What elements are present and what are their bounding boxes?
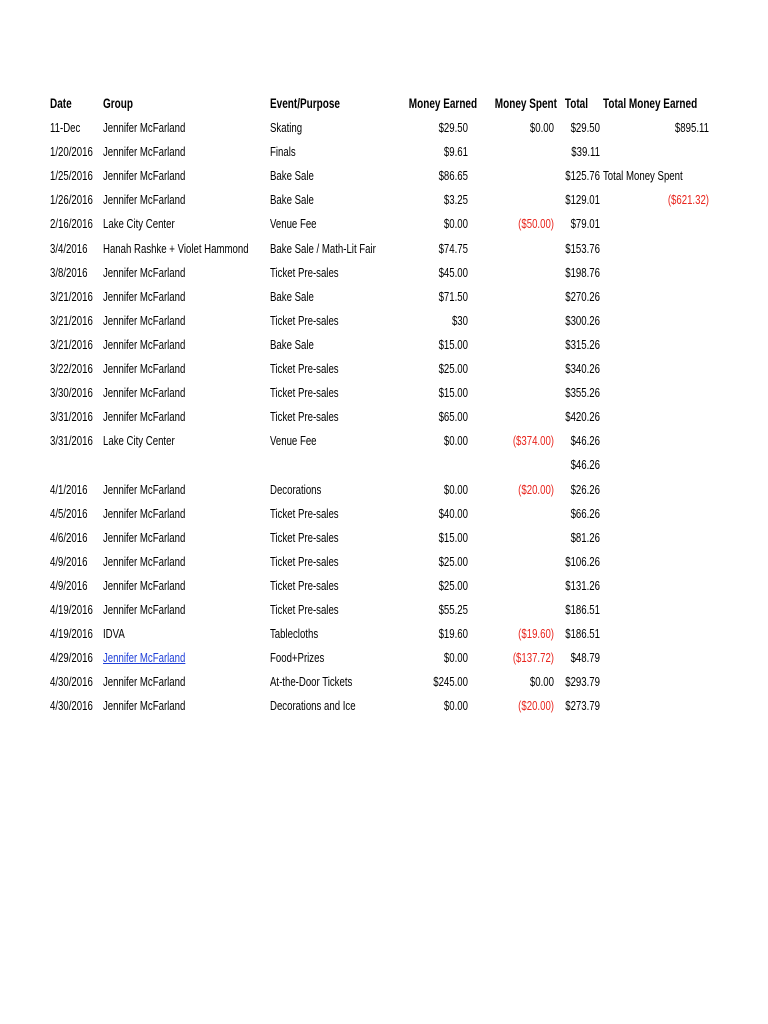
cell-money-earned: $15.00: [438, 385, 468, 400]
cell-date: 4/5/2016: [50, 506, 88, 521]
cell-total: $131.26: [565, 578, 600, 593]
cell-event: Ticket Pre-sales: [270, 361, 339, 376]
cell-total: $46.26: [570, 433, 600, 448]
cell-group: Jennifer McFarland: [103, 361, 186, 376]
cell-group: [103, 456, 251, 474]
header-date: Date: [50, 96, 72, 111]
header-money-spent: Money Spent: [494, 96, 557, 111]
cell-event: Bake Sale: [270, 289, 314, 304]
cell-date: 3/31/2016: [50, 433, 93, 448]
cell-total: $46.26: [570, 457, 600, 472]
cell-group-link[interactable]: Jennifer McFarland: [103, 650, 186, 665]
cell-money-spent: ($374.00): [512, 433, 554, 448]
cell-total: $129.01: [565, 192, 600, 207]
cell-money-earned: $0.00: [443, 698, 468, 713]
cell-total: $420.26: [565, 409, 600, 424]
cell-money-earned: $0.00: [443, 433, 468, 448]
cell-money-spent: [495, 336, 554, 354]
cell-money-spent: [495, 360, 554, 378]
cell-group: Lake City Center: [103, 216, 175, 231]
cell-total: $315.26: [565, 337, 600, 352]
cell-date: 4/30/2016: [50, 698, 93, 713]
cell-date: 4/9/2016: [50, 578, 88, 593]
cell-group: Jennifer McFarland: [103, 482, 186, 497]
cell-event: Bake Sale: [270, 192, 314, 207]
cell-event: Ticket Pre-sales: [270, 530, 339, 545]
cell-group: Jennifer McFarland: [103, 168, 186, 183]
cell-total: $153.76: [565, 241, 600, 256]
total-money-earned-value: $895.11: [674, 120, 709, 135]
cell-date: 4/9/2016: [50, 554, 88, 569]
cell-total: $125.76: [565, 168, 600, 183]
cell-date: 3/30/2016: [50, 385, 93, 400]
cell-money-spent: ($20.00): [518, 698, 554, 713]
cell-total: $79.01: [570, 216, 600, 231]
cell-total: $293.79: [565, 674, 600, 689]
cell-group: Hanah Rashke + Violet Hammond: [103, 241, 249, 256]
cell-group: Jennifer McFarland: [103, 506, 186, 521]
cell-total: $273.79: [565, 698, 600, 713]
cell-money-spent: [495, 288, 554, 306]
cell-date: 4/29/2016: [50, 650, 93, 665]
cell-event: Ticket Pre-sales: [270, 265, 339, 280]
cell-date: 4/1/2016: [50, 482, 88, 497]
cell-date: 1/26/2016: [50, 192, 93, 207]
cell-date: 3/4/2016: [50, 241, 88, 256]
cell-money-spent: [495, 312, 554, 330]
cell-money-spent: [495, 577, 554, 595]
cell-event: Ticket Pre-sales: [270, 578, 339, 593]
cell-money-earned: $30: [451, 313, 468, 328]
header-event: Event/Purpose: [270, 96, 340, 111]
cell-money-spent: [495, 408, 554, 426]
cell-date: 4/19/2016: [50, 626, 93, 641]
cell-money-earned: $65.00: [438, 409, 468, 424]
cell-money-earned: $15.00: [438, 337, 468, 352]
cell-money-spent: [495, 601, 554, 619]
cell-money-spent: [495, 384, 554, 402]
cell-money-earned: $25.00: [438, 361, 468, 376]
cell-event: Bake Sale: [270, 168, 314, 183]
cell-money-earned: $19.60: [438, 626, 468, 641]
cell-money-spent: $0.00: [529, 120, 554, 135]
cell-group: Jennifer McFarland: [103, 385, 186, 400]
cell-event: Food+Prizes: [270, 650, 325, 665]
cell-money-earned: $40.00: [438, 506, 468, 521]
cell-date: 3/21/2016: [50, 289, 93, 304]
cell-money-earned: $71.50: [438, 289, 468, 304]
cell-money-earned: $3.25: [443, 192, 468, 207]
cell-money-earned: $86.65: [438, 168, 468, 183]
cell-date: 1/25/2016: [50, 168, 93, 183]
cell-group: Jennifer McFarland: [103, 409, 186, 424]
cell-event: Bake Sale: [270, 337, 314, 352]
cell-total: $29.50: [570, 120, 600, 135]
cell-total: $198.76: [565, 265, 600, 280]
cell-event: Venue Fee: [270, 433, 317, 448]
cell-event: Ticket Pre-sales: [270, 506, 339, 521]
total-money-spent-label: Total Money Spent: [603, 168, 683, 183]
cell-money-earned: $25.00: [438, 554, 468, 569]
cell-money-earned: $74.75: [438, 241, 468, 256]
cell-money-earned: $245.00: [433, 674, 468, 689]
header-total-money-earned: Total Money Earned: [603, 96, 698, 111]
cell-total: $81.26: [570, 530, 600, 545]
cell-event: Ticket Pre-sales: [270, 602, 339, 617]
cell-event: Tablecloths: [270, 626, 319, 641]
cell-total: $106.26: [565, 554, 600, 569]
cell-group: Jennifer McFarland: [103, 120, 186, 135]
cell-date: 4/6/2016: [50, 530, 88, 545]
cell-event: Ticket Pre-sales: [270, 313, 339, 328]
cell-group: Jennifer McFarland: [103, 554, 186, 569]
cell-date: 3/21/2016: [50, 313, 93, 328]
cell-money-earned: $55.25: [438, 602, 468, 617]
cell-money-spent: [495, 191, 554, 209]
cell-total: $66.26: [570, 506, 600, 521]
cell-money-earned: $0.00: [443, 482, 468, 497]
cell-money-earned: $0.00: [443, 650, 468, 665]
cell-money-spent: $0.00: [529, 674, 554, 689]
cell-date: 3/8/2016: [50, 265, 88, 280]
cell-event: Ticket Pre-sales: [270, 385, 339, 400]
cell-total: $355.26: [565, 385, 600, 400]
cell-total: $186.51: [565, 626, 600, 641]
cell-event: At-the-Door Tickets: [270, 674, 353, 689]
cell-money-spent: [495, 505, 554, 523]
cell-money-spent: ($137.72): [512, 650, 554, 665]
cell-group: Jennifer McFarland: [103, 144, 186, 159]
cell-group: Jennifer McFarland: [103, 602, 186, 617]
cell-group: Jennifer McFarland: [103, 674, 186, 689]
cell-date: 2/16/2016: [50, 216, 93, 231]
header-group: Group: [103, 96, 133, 111]
cell-money-earned: $25.00: [438, 578, 468, 593]
cell-date: 4/19/2016: [50, 602, 93, 617]
cell-money-spent: ($19.60): [518, 626, 554, 641]
cell-event: Finals: [270, 144, 296, 159]
cell-event: Ticket Pre-sales: [270, 409, 339, 424]
cell-money-spent: [495, 143, 554, 161]
cell-total: $340.26: [565, 361, 600, 376]
cell-event: Decorations and Ice: [270, 698, 356, 713]
cell-money-earned: $0.00: [443, 216, 468, 231]
cell-money-spent: ($50.00): [518, 216, 554, 231]
cell-group: Jennifer McFarland: [103, 313, 186, 328]
cell-date: 3/21/2016: [50, 337, 93, 352]
cell-event: [270, 456, 396, 474]
cell-money-spent: [495, 529, 554, 547]
total-money-spent-value: ($621.32): [667, 192, 709, 207]
cell-total: $39.11: [571, 144, 600, 159]
cell-group: Jennifer McFarland: [103, 578, 186, 593]
cell-money-earned: $45.00: [438, 265, 468, 280]
cell-total: $270.26: [565, 289, 600, 304]
cell-date: 4/30/2016: [50, 674, 93, 689]
cell-event: Venue Fee: [270, 216, 317, 231]
header-total: Total: [564, 96, 588, 111]
cell-money-spent: [495, 240, 554, 258]
cell-group: Jennifer McFarland: [103, 265, 186, 280]
cell-group: Jennifer McFarland: [103, 698, 186, 713]
cell-group: Jennifer McFarland: [103, 337, 186, 352]
cell-money-earned: $29.50: [438, 120, 468, 135]
cell-event: Decorations: [270, 482, 322, 497]
cell-money-spent: ($20.00): [518, 482, 554, 497]
cell-group: Lake City Center: [103, 433, 175, 448]
header-money-earned: Money Earned: [408, 96, 478, 111]
cell-money-earned: $15.00: [438, 530, 468, 545]
cell-money-spent: [495, 167, 554, 185]
cell-group: Jennifer McFarland: [103, 530, 186, 545]
cell-date: 1/20/2016: [50, 144, 93, 159]
cell-total: $300.26: [565, 313, 600, 328]
cell-money-spent: [495, 553, 554, 571]
cell-money-earned: [409, 456, 468, 474]
cell-total: $48.79: [570, 650, 600, 665]
cell-date: [50, 456, 94, 474]
cell-group: IDVA: [103, 626, 125, 641]
cell-date: 3/31/2016: [50, 409, 93, 424]
cell-group: Jennifer McFarland: [103, 192, 186, 207]
cell-date: 3/22/2016: [50, 361, 93, 376]
cell-total: $186.51: [565, 602, 600, 617]
cell-total: $26.26: [570, 482, 600, 497]
cell-money-spent: [495, 264, 554, 282]
cell-event: Skating: [270, 120, 303, 135]
cell-group: Jennifer McFarland: [103, 289, 186, 304]
cell-date: 11-Dec: [50, 120, 81, 135]
cell-event: Bake Sale / Math-Lit Fair: [270, 241, 376, 256]
cell-money-earned: $9.61: [443, 144, 468, 159]
cell-event: Ticket Pre-sales: [270, 554, 339, 569]
cell-money-spent: [495, 456, 554, 474]
